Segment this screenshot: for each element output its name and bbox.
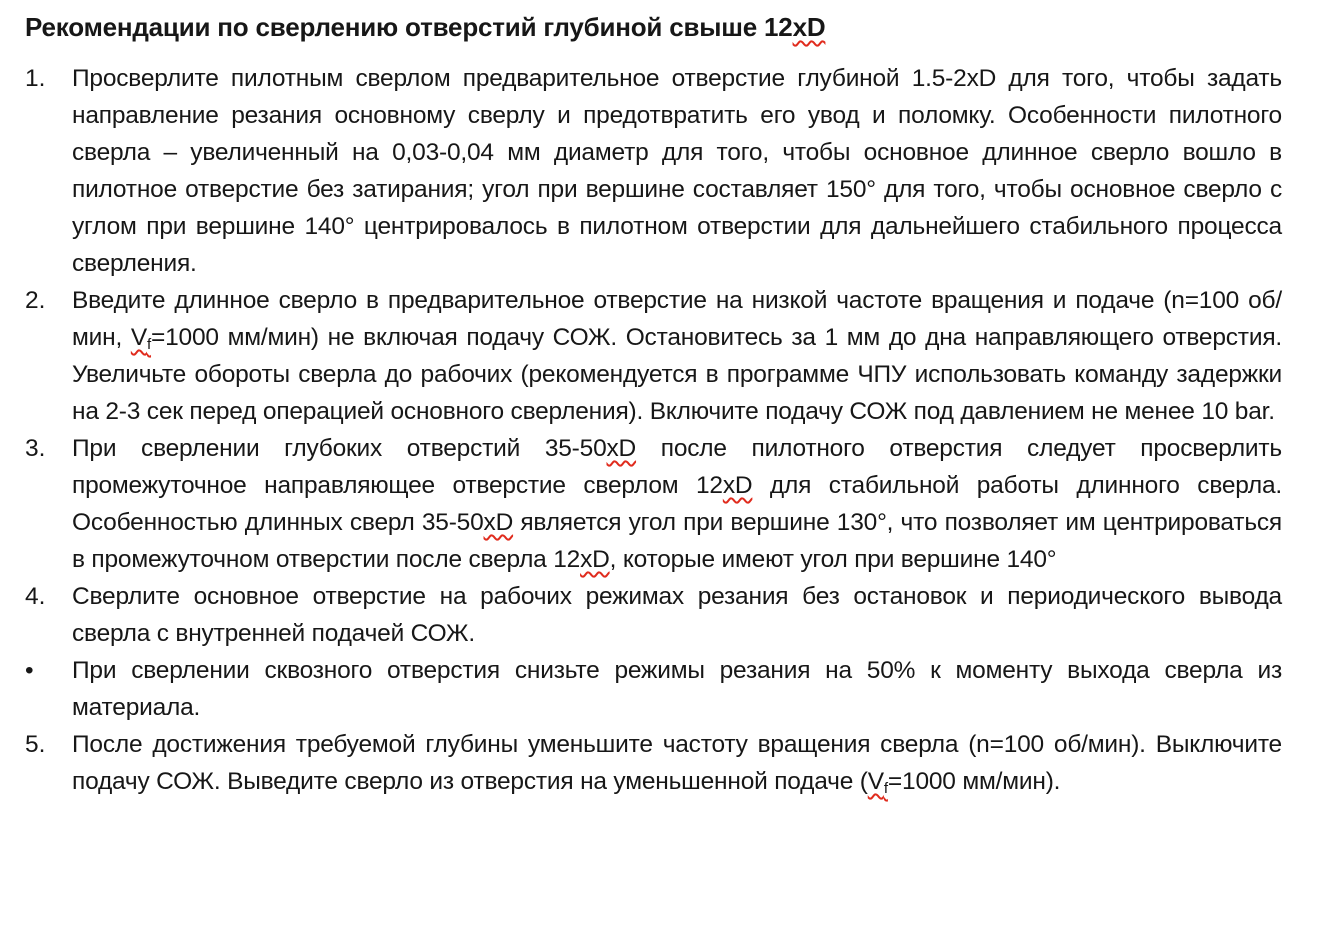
list-item-text: При сверлении сквозного отверстия снизьте режимы резания на 50% к моменту выхода сверла из материала. xyxy=(72,657,1282,721)
list-item-text: После достижения требуемой глубины уменьшите частоту вращения сверла (n=100 об/мин). Выключите подачу СОЖ. Выведите сверло из отверстия на уменьшенной подаче ($V_f=1000$ мм/мин). xyxy=(72,731,1282,797)
document-title: Рекомендации по сверлению отверстий глубиной свыше 12xD xyxy=(25,12,826,42)
list-item-number: 2. xyxy=(25,287,46,314)
list-item-3 xyxy=(25,430,1282,578)
list-item-number: 5. xyxy=(25,731,46,758)
list-item-1 xyxy=(25,60,1282,282)
list-item-4 xyxy=(25,578,1282,652)
bullet-marker: • xyxy=(25,657,34,684)
recommendations-list xyxy=(25,60,1282,800)
list-item-number: 4. xyxy=(25,583,46,610)
list-item-2 xyxy=(25,282,1282,430)
list-item-text: Введите длинное сверло в предварительное отверстие на низкой частоте вращения и подаче (n=100 об/мин, $V_f=1000$ мм/мин) не включая подачу СОЖ. Остановитесь за 1 мм до дна направляющего отверстия. Увеличьте обороты сверла до рабочих (рекомендуется в программе ЧПУ использовать команду задержки на 2-3 сек перед операцией основного сверления). Включите подачу СОЖ под давлением не менее 10 bar. xyxy=(72,287,1282,425)
list-item-number: 3. xyxy=(25,435,46,462)
list-item-text: При сверлении глубоких отверстий 35-50xD после пилотного отверстия следует просверлить промежуточное направляющее отверстие сверлом 12xD для стабильной работы длинного сверла. Особенностью длинных сверл 35-50xD является угол при вершине 130°, что позволяет им центрироваться в промежуточном отверстии после сверла 12xD, которые имеют угол при вершине 140° xyxy=(72,435,1282,573)
list-item-number: 1. xyxy=(25,65,46,92)
list-item-5 xyxy=(25,726,1282,800)
list-item-text: Просверлите пилотным сверлом предварительное отверстие глубиной 1.5-2xD для того, чтобы задать направление резания основному сверлу и предотвратить его увод и поломку. Особенности пилотного сверла – увеличенный на 0,03-0,04 мм диаметр для того, чтобы основное длинное сверло вошло в пилотное отверстие без затирания; угол при вершине составляет 150° для того, чтобы основное сверло с углом при вершине 140° центрировалось в пилотном отверстии для дальнейшего стабильного процесса сверления. xyxy=(72,65,1282,277)
list-item-text: Сверлите основное отверстие на рабочих режимах резания без остановок и периодического вывода сверла с внутренней подачей СОЖ. xyxy=(72,583,1282,647)
list-item-bullet xyxy=(25,652,1282,726)
